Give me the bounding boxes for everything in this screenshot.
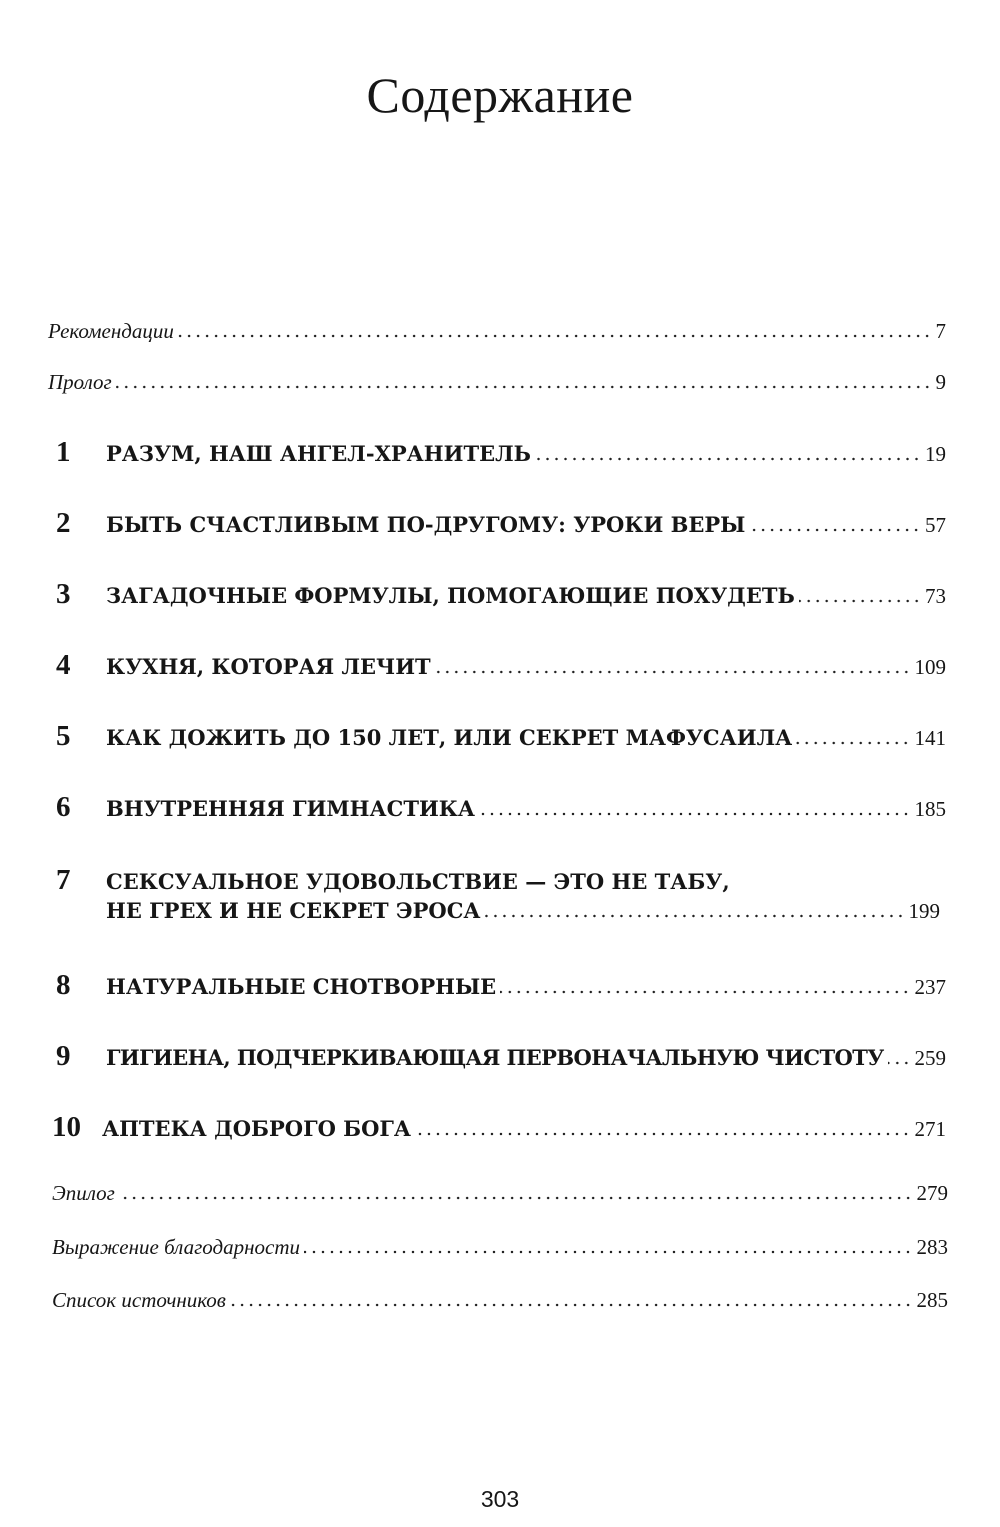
dot-leader bbox=[796, 741, 910, 745]
chapter-title: ЗАГАДОЧНЫЕ ФОРМУЛЫ, ПОМОГАЮЩИЕ ПОХУДЕТЬ bbox=[106, 583, 795, 608]
chapter-title: НАТУРАЛЬНЫЕ СНОТВОРНЫЕ bbox=[106, 974, 497, 999]
dot-leader bbox=[116, 385, 932, 389]
toc-entry-sources bbox=[52, 1288, 948, 1313]
dot-leader bbox=[888, 1061, 911, 1065]
toc-chapter-8 bbox=[56, 968, 946, 1003]
chapter-number: 4 bbox=[56, 649, 71, 681]
chapter-title: БЫТЬ СЧАСТЛИВЫМ ПО-ДРУГОМУ: УРОКИ ВЕРЫ bbox=[106, 512, 746, 537]
chapter-page: 185 bbox=[914, 797, 946, 821]
chapter-title: КУХНЯ, КОТОРАЯ ЛЕЧИТ bbox=[106, 654, 431, 679]
toc-chapter-7 bbox=[106, 898, 940, 924]
dot-leader bbox=[535, 457, 921, 461]
chapter-number: 3 bbox=[56, 578, 71, 610]
chapter-title-continued: НЕ ГРЕХ И НЕ СЕКРЕТ ЭРОСА bbox=[106, 898, 481, 923]
toc-entry-page: 9 bbox=[935, 370, 946, 394]
toc-chapter-3 bbox=[56, 577, 946, 612]
chapter-title: ВНУТРЕННЯЯ ГИМНАСТИКА bbox=[106, 796, 476, 821]
chapter-title: СЕКСУАЛЬНОЕ УДОВОЛЬСТВИЕ — ЭТО НЕ ТАБУ, bbox=[106, 869, 730, 894]
toc-chapter-9 bbox=[56, 1039, 946, 1074]
toc-chapter-2 bbox=[56, 506, 946, 541]
chapter-page: 141 bbox=[914, 726, 946, 750]
page-number: 303 bbox=[480, 1486, 520, 1512]
toc-chapter-7-first-line bbox=[56, 863, 730, 898]
toc-chapter-10 bbox=[52, 1110, 946, 1145]
chapter-page: 259 bbox=[914, 1046, 946, 1070]
toc-entry-label: Список источников bbox=[52, 1288, 226, 1312]
chapter-title: АПТЕКА ДОБРОГО БОГА bbox=[102, 1116, 412, 1141]
dot-leader bbox=[435, 670, 911, 674]
chapter-page: 271 bbox=[914, 1117, 946, 1141]
chapter-number: 8 bbox=[56, 969, 71, 1001]
chapter-title: РАЗУМ, НАШ АНГЕЛ-ХРАНИТЕЛЬ bbox=[106, 441, 531, 466]
dot-leader bbox=[178, 334, 932, 338]
chapter-page: 237 bbox=[914, 975, 946, 999]
dot-leader bbox=[119, 1196, 913, 1200]
toc-entry-prologue bbox=[48, 370, 946, 395]
toc-entry-page: 283 bbox=[916, 1235, 948, 1259]
chapter-page: 73 bbox=[925, 584, 946, 608]
toc-chapter-6 bbox=[56, 790, 946, 825]
chapter-number: 6 bbox=[56, 791, 71, 823]
chapter-number: 7 bbox=[56, 864, 71, 896]
dot-leader bbox=[485, 914, 905, 918]
page-title: Содержание bbox=[366, 67, 634, 123]
toc-entry-label: Пролог bbox=[48, 370, 112, 394]
dot-leader bbox=[749, 528, 921, 532]
chapter-title: КАК ДОЖИТЬ ДО 150 ЛЕТ, ИЛИ СЕКРЕТ МАФУСАИЛА bbox=[106, 725, 793, 750]
dot-leader bbox=[799, 599, 921, 603]
toc-entry-recommendations bbox=[48, 319, 946, 344]
toc-entry-page: 285 bbox=[916, 1288, 948, 1312]
toc-entry-label: Рекомендации bbox=[48, 319, 174, 343]
toc-entry-label: Эпилог bbox=[52, 1181, 115, 1205]
toc-chapter-1 bbox=[56, 435, 946, 470]
toc-entry-epilogue bbox=[52, 1181, 948, 1206]
toc-chapter-4 bbox=[56, 648, 946, 683]
toc-entry-page: 7 bbox=[935, 319, 946, 343]
dot-leader bbox=[230, 1303, 913, 1307]
chapter-page: 19 bbox=[925, 442, 946, 466]
chapter-number: 10 bbox=[52, 1111, 81, 1143]
toc-entry-page: 279 bbox=[916, 1181, 948, 1205]
chapter-page: 199 bbox=[908, 899, 940, 923]
chapter-page: 57 bbox=[925, 513, 946, 537]
toc-chapter-5 bbox=[56, 719, 946, 754]
chapter-page: 109 bbox=[914, 655, 946, 679]
dot-leader bbox=[304, 1250, 912, 1254]
chapter-number: 2 bbox=[56, 507, 71, 539]
dot-leader bbox=[415, 1132, 910, 1136]
toc-entry-label: Выражение благодарности bbox=[52, 1235, 301, 1259]
chapter-number: 5 bbox=[56, 720, 71, 752]
chapter-title: ГИГИЕНА, ПОДЧЕРКИВАЮЩАЯ ПЕРВОНАЧАЛЬНУЮ ЧИСТОТУ bbox=[106, 1045, 884, 1070]
dot-leader bbox=[500, 990, 910, 994]
chapter-number: 1 bbox=[56, 436, 71, 468]
dot-leader bbox=[479, 812, 910, 816]
chapter-number: 9 bbox=[56, 1040, 71, 1072]
toc-entry-acknowledgements bbox=[52, 1235, 948, 1260]
